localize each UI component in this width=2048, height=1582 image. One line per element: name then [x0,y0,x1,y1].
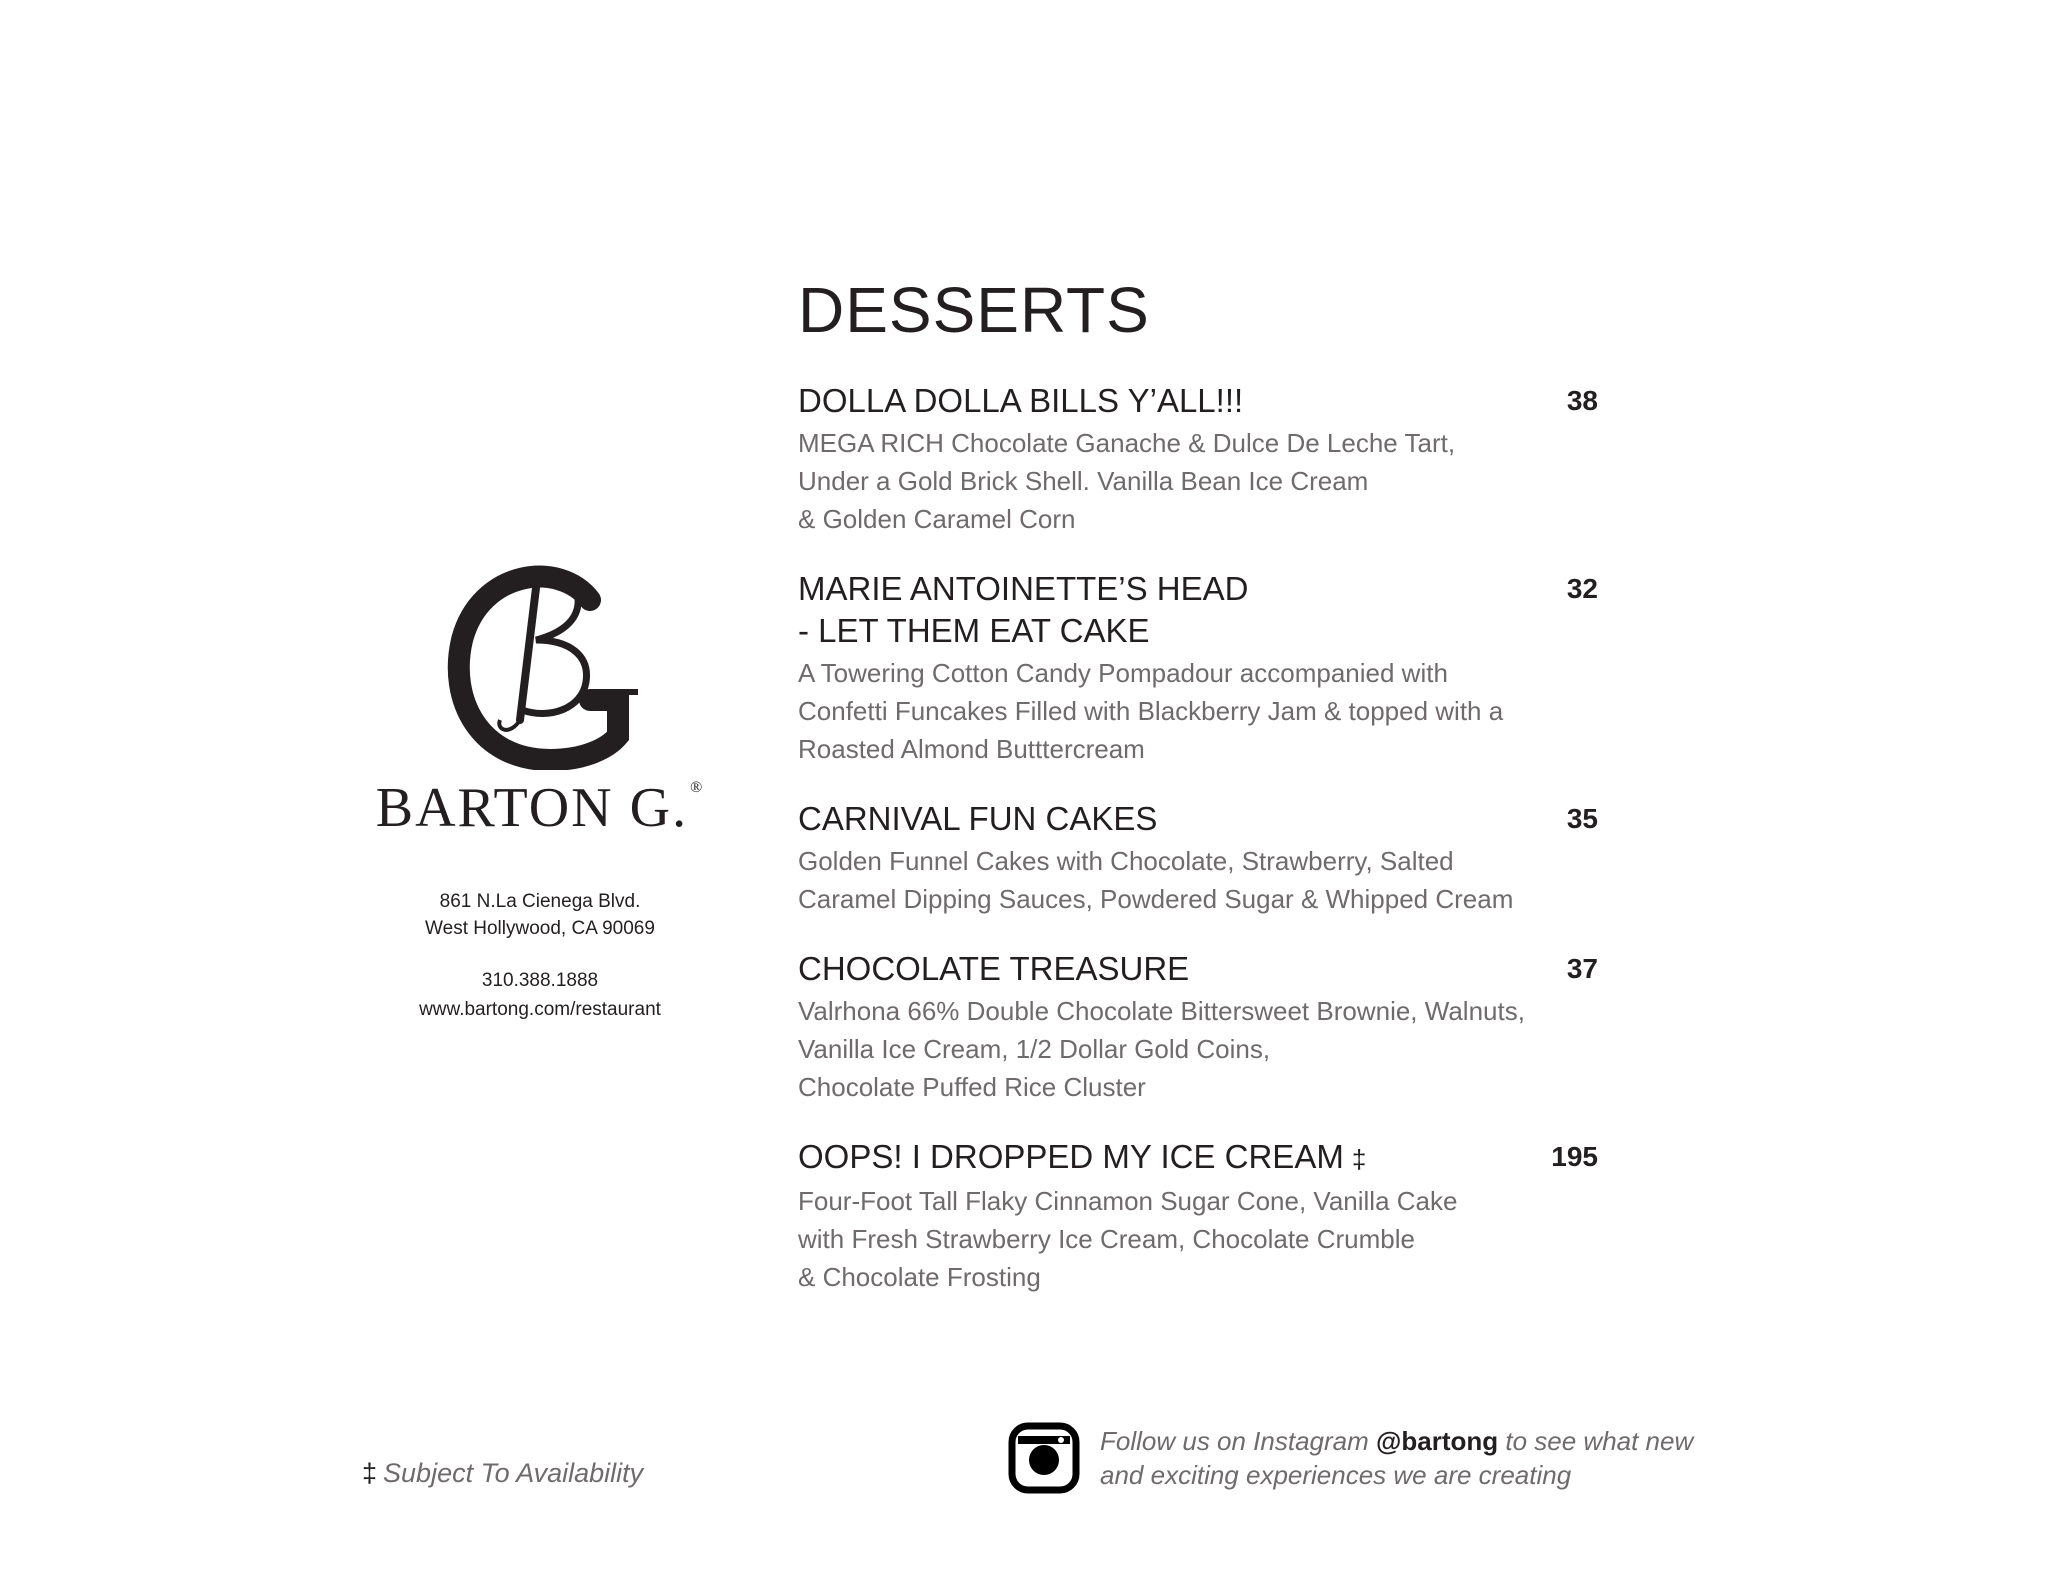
brand-block [360,560,720,1024]
item-description: MEGA RICH Chocolate Ganache & Dulce De Leche Tart, Under a Gold Brick Shell. Vanilla Bean Ice Cream & Golden Caramel Corn [798,428,1456,534]
item-price: 35 [1566,803,1598,834]
item-price: 38 [1566,385,1598,416]
social-suffix: to see what new [1498,1426,1694,1456]
availability-mark: ‡ [1351,1144,1367,1175]
address-line-1: 861 N.La Cienega Blvd. [439,891,641,912]
instagram-handle[interactable]: @bartong [1376,1426,1499,1456]
item-price: 32 [1566,573,1598,604]
item-price: 195 [1551,1141,1598,1172]
item-description: Golden Funnel Cakes with Chocolate, Strawberry, Salted Caramel Dipping Sauces, Powdered Sugar & Whipped Cream [798,846,1514,914]
item-description: Four-Foot Tall Flaky Cinnamon Sugar Cone, Vanilla Cake with Fresh Strawberry Ice Cream, Chocolate Crumble & Chocolate Frosting [798,1186,1458,1293]
barton-g-monogram-logo [440,560,640,770]
social-line-1 [1100,1424,1693,1458]
instagram-icon[interactable] [1008,1422,1080,1494]
menu-item [798,1136,1598,1296]
social-prefix: Follow us on Instagram [1100,1426,1377,1456]
availability-mark: ‡ [362,1458,378,1488]
item-name: MARIE ANTOINETTE’S HEAD - LET THEM EAT CAKE [798,570,1249,649]
address [360,888,720,942]
address-line-2: West Hollywood, CA 90069 [425,918,655,939]
availability-note [362,1458,643,1489]
item-name: OOPS! I DROPPED MY ICE CREAM [798,1138,1344,1175]
item-name: CARNIVAL FUN CAKES [798,800,1158,837]
menu-item [798,798,1598,918]
brand-name: BARTON G. ® [375,777,705,839]
menu-item [798,568,1598,768]
social-block [1008,1422,1693,1494]
menu-title: DESSERTS [798,274,1150,346]
website-link[interactable]: www.bartong.com/restaurant [419,999,661,1020]
menu-item [798,380,1598,538]
contact [360,966,720,1024]
dessert-menu [798,268,1598,1326]
item-name: DOLLA DOLLA BILLS Y’ALL!!! [798,382,1244,419]
menu-item [798,948,1598,1106]
phone-number: 310.388.1888 [481,970,599,991]
item-name: CHOCOLATE TREASURE [798,950,1190,987]
item-description: A Towering Cotton Candy Pompadour accompanied with Confetti Funcakes Filled with Blackberry Jam & topped with a Roasted Almond Butttercream [798,658,1504,764]
item-price: 37 [1566,953,1598,984]
social-line-2: and exciting experiences we are creating [1100,1460,1572,1490]
registered-mark: ® [690,779,705,796]
social-text [1100,1424,1693,1492]
item-name-row [798,1136,1498,1180]
item-description: Valrhona 66% Double Chocolate Bittersweet Brownie, Walnuts, Vanilla Ice Cream, 1/2 Dollar Gold Coins, Chocolate Puffed Rice Cluster [798,996,1525,1102]
availability-text: Subject To Availability [383,1458,644,1488]
